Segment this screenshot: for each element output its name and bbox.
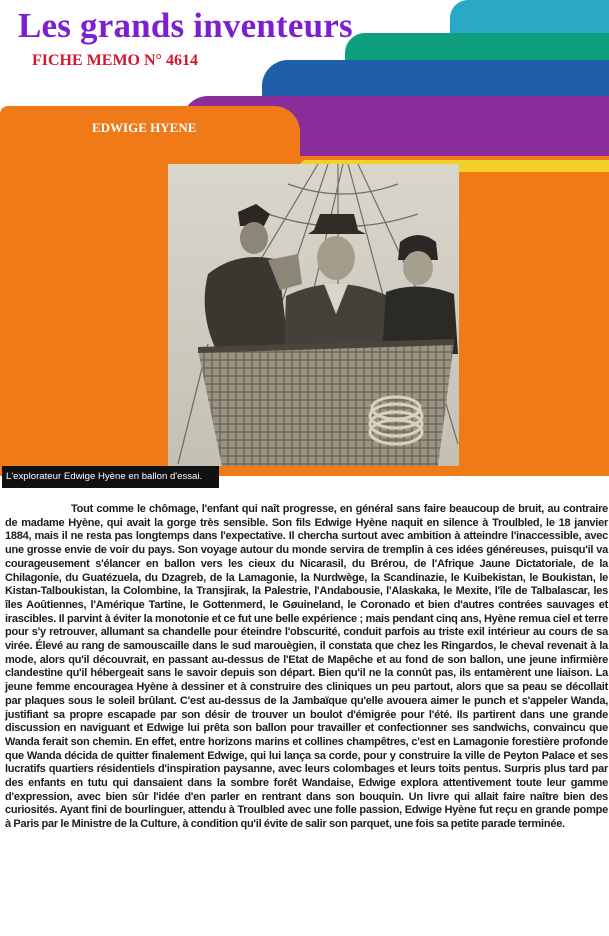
- photo-caption: L'explorateur Edwige Hyène en ballon d'essai.: [2, 466, 219, 488]
- memo-number: FICHE MEMO N° 4614: [32, 52, 198, 69]
- article-body: Tout comme le chômage, l'enfant qui naît progresse, en général sans faire beaucoup de bruit, au contraire de madame Hyène, qui avait la gorge très sensible. Son fils Edwige Hyène naquit en silence à Troulbled, le 18 janvier 1884, mais il ne resta pas longtemps dans l'expectative. Il chercha surtout avec ambition à atteindre l'inaccessible, avec une grosse envie de voir du pays. Son voyage autour du monde servira de tremplin à ces idées généreuses, puisqu'il va courageusement s'élancer en ballon vers les cieux du Nicarasil, du Brérou, de l'Afrique Jaune Dictatoriale, de la Chilagonie, du Guatézuela, du Dzagreb, de la Lamagonie, la Nurdwège, la Scandinazie, le Kuibekistan, le Boukistan, le Kistan-Talboukistan, la Colombine, la Transjirak, la Palestrie, l'Andabousie, l'Alaskaka, le Mexite, l'île de Talbalascar, les îles Aoûtiennes, l'Amérique Tartine, le Gottenmerd, le Gøuineland, le Coronado et bien d'autres contrées sauvages et irascibles. Il parvint à éviter la monotonie et ce fut une belle expérience ; mais pendant cinq ans, Hyène remua ciel et terre pour s'y retrouver, allumant sa chandelle pour éteindre l'obscurité, conduit parfois au triste exil intérieur au cours de sa virée. Élevé au rang de samouscaille dans le sud marouègien, il constata que chez les Ringardos, le cheval revenait à la mode, alors qu'il découvrait, en passant au-dessus de l'Etat de Mapêche et au fond de son ballon, une jeune infirmière clandestine qu'il hébergeait sans le savoir depuis son départ. Bien qu'il ne la connût pas, ils entamèrent une liaison. La jeune femme encouragea Hyène à dessiner et à construire des cliniques un peu partout, alors que sa peau se décollait par plaques sous le soleil brûlant. C'est au-dessus de la Jambaïque qu'elle avouera aimer le punch et s'appeler Wanda, justifiant sa propre escapade par son désir de trouver un boulot d'émigrée pour l'été. Ils partirent dans une grande discussion en naviguant et Edwige lui prêta son ballon pour travailler et confectionner ses sandwichs, convaincu que Wanda ferait son chemin. En effet, entre horizons marins et collines champêtres, c'est en Lamagonie forestière profonde que Wanda décida de quitter finalement Edwige, qui lui lança sa corde, pour y construire la ville de Peyton Palace et ses lucratifs quartiers résidentiels d'inspiration paysanne, avec leurs colombages et leurs toits pentus. Surpris plus tard par des enfants en tutu qui dansaient dans la sombre forêt Wandaise, Edwige explora attentivement toute leur gamme d'expression, avec bien sûr l'idée d'en parler en rentrant dans son bouquin. Un livre qui allait faire naître bien des curiosités. Ayant fini de bourlinguer, attendu à Troulbled avec une folle passion, Edwige Hyène fut reçu en grande pompe à Paris par le Ministre de la Culture, à condition qu'il évite de salir son parquet, une fois sa petite parade terminée.: [5, 503, 608, 831]
- balloon-photo: [168, 164, 459, 466]
- person-name: EDWIGE HYENE: [92, 120, 197, 135]
- header-band-cyan: [450, 0, 609, 36]
- page-title: Les grands inventeurs: [18, 6, 353, 45]
